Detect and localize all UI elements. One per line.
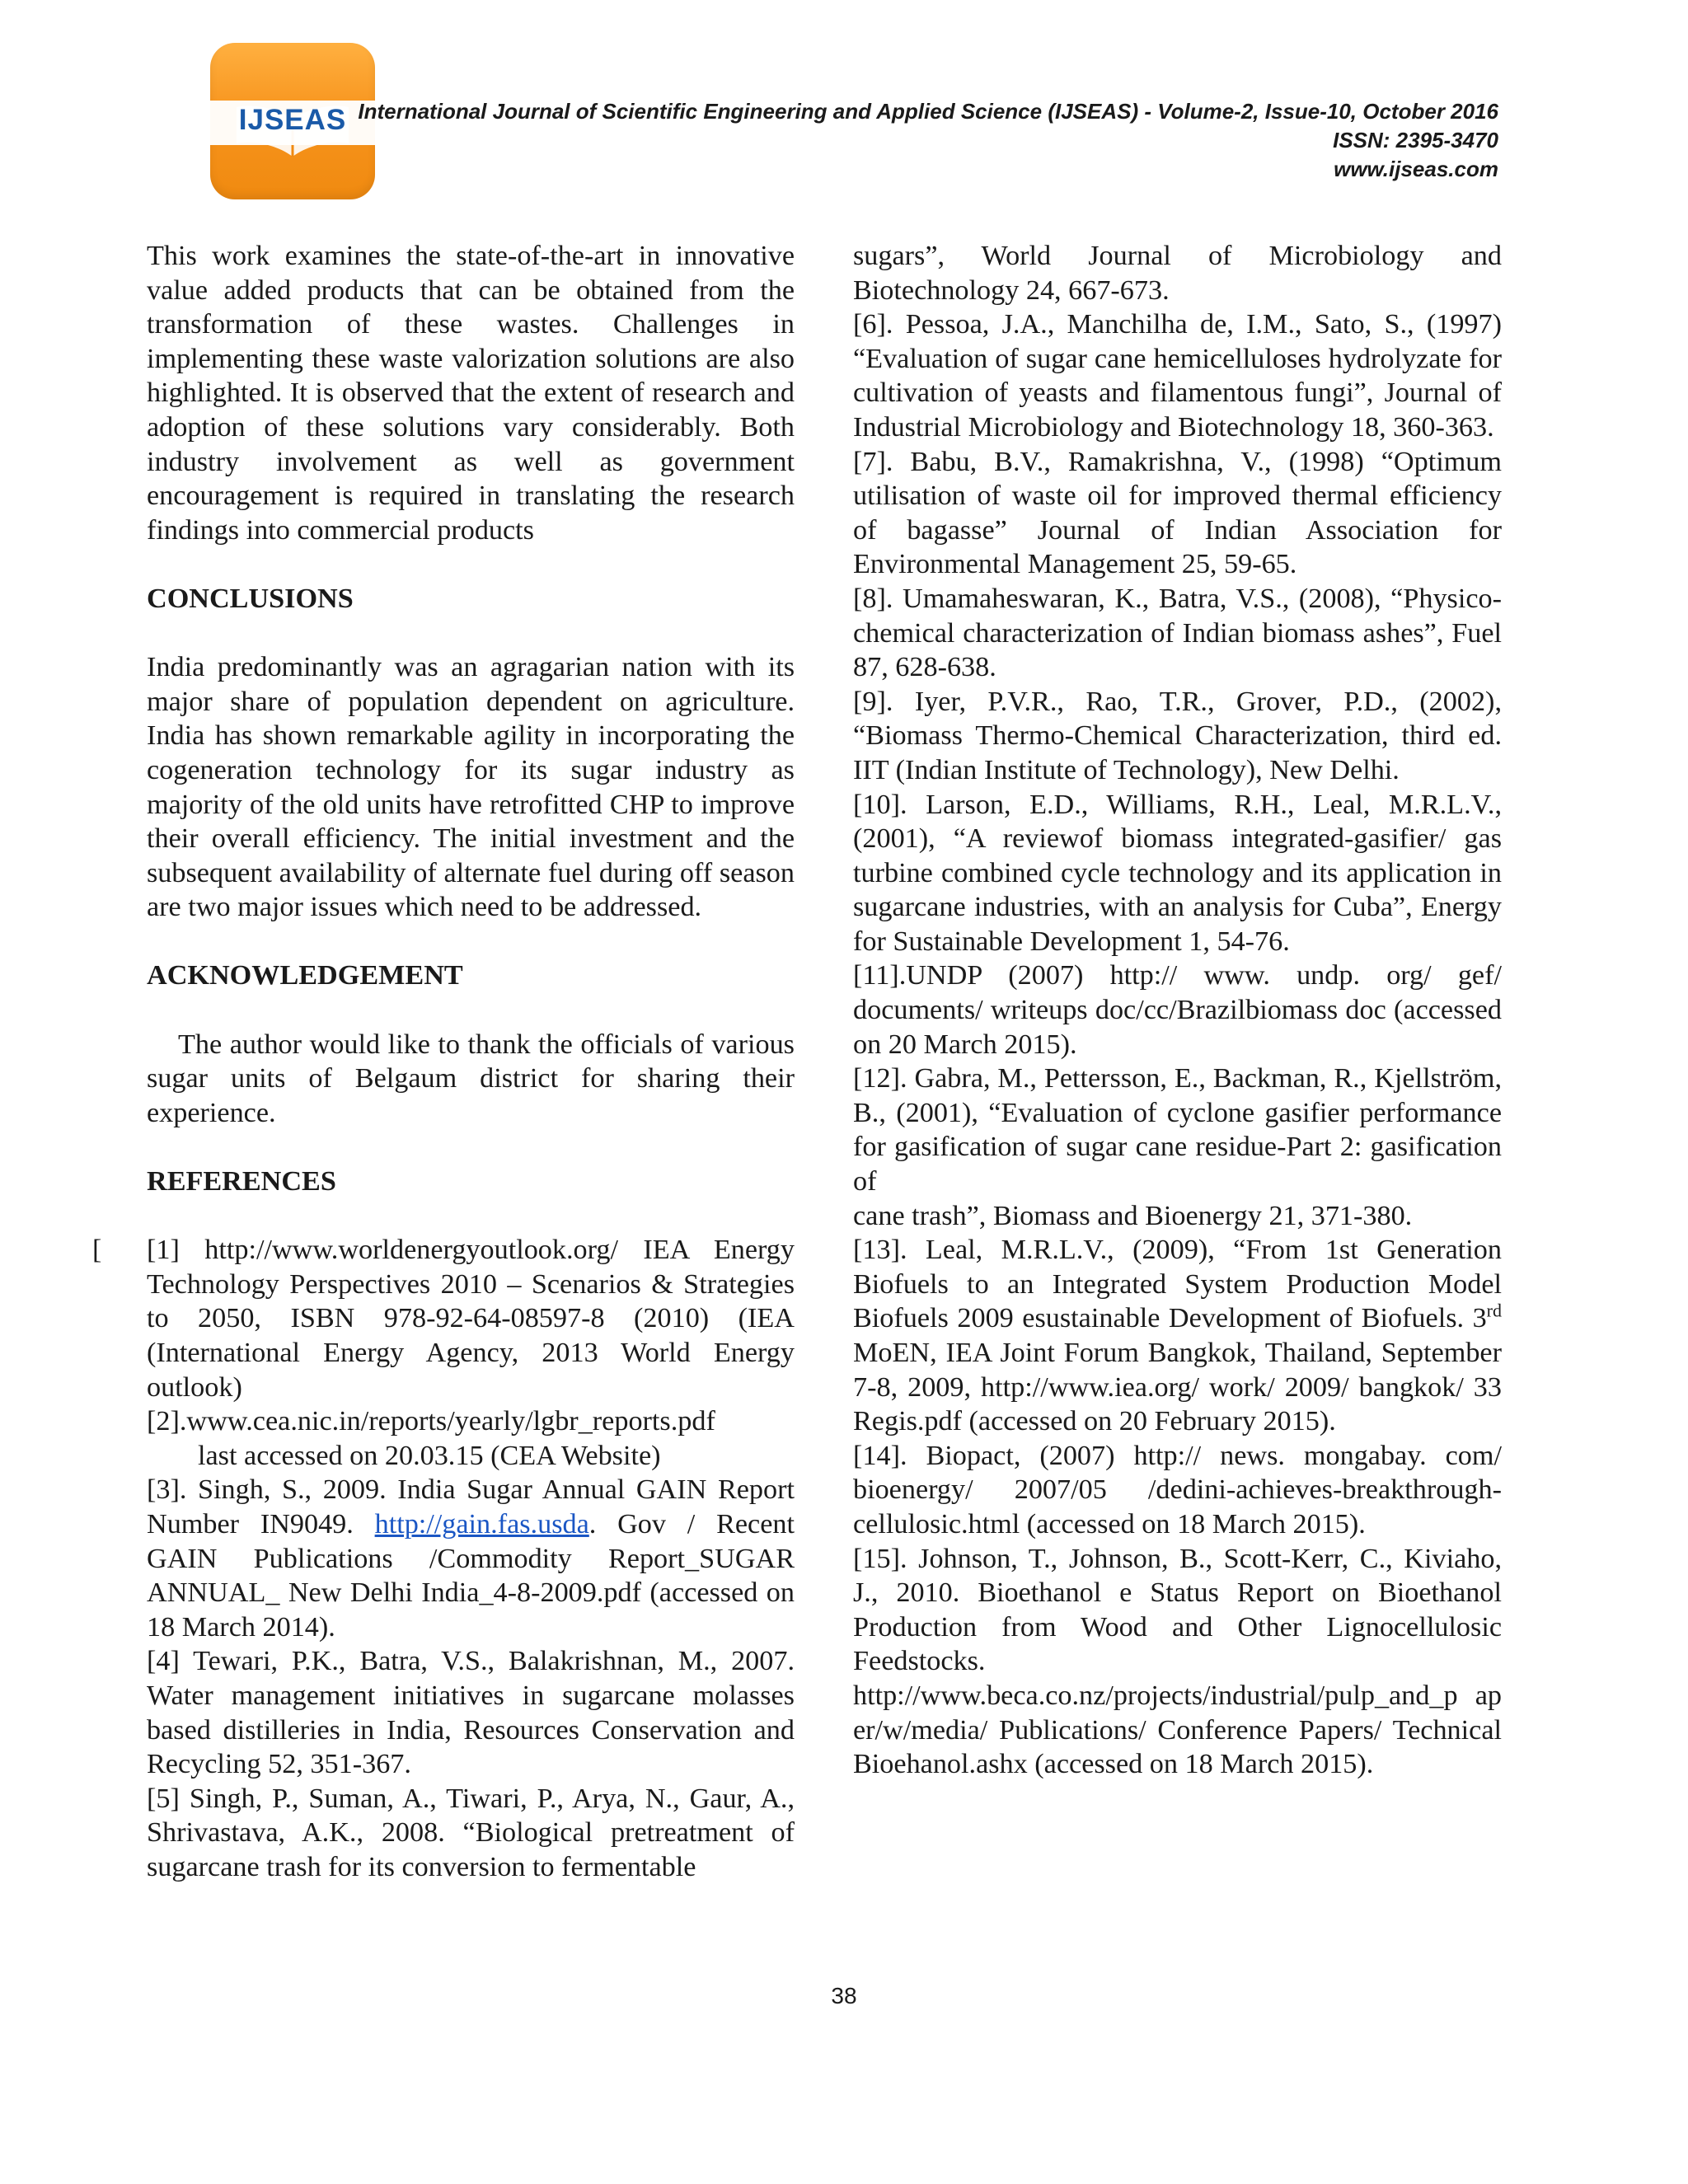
page-number: 38 xyxy=(831,1983,857,2008)
journal-header xyxy=(358,97,1498,184)
reference-12-part2: cane trash”, Biomass and Bioenergy 21, 371-380. xyxy=(853,1200,1413,1231)
conclusions-heading: CONCLUSIONS xyxy=(147,583,354,614)
reference-1-text: [1] http://www.worldenergyoutlook.org/ IEA Energy Technology Perspectives 2010 – Scenarios & Strategies to 2050, ISBN 978-92-64-08597-8 (2010) (IEA (International Energy Agency, 2013 World Energy outlook) xyxy=(147,1235,795,1403)
reference-7: [7]. Babu, B.V., Ramakrishna, V., (1998) “Optimum utilisation of waste oil for improved thermal efficiency of bagasse” Journal of Indian Association for Environmental Management 25, 59-65. xyxy=(853,446,1502,580)
reference-5-cont: sugars”, World Journal of Microbiology and Biotechnology 24, 667-673. xyxy=(853,241,1502,306)
website-line: www.ijseas.com xyxy=(1334,157,1498,181)
acknowledgement-heading: ACKNOWLEDGEMENT xyxy=(147,960,463,991)
logo-text: IJSEAS xyxy=(238,104,347,136)
journal-title-line: International Journal of Scientific Engineering and Applied Science (IJSEAS) - Volume-2, Issue-10, October 2016 xyxy=(358,99,1498,124)
reference-5: [5] Singh, P., Suman, A., Tiwari, P., Arya, N., Gaur, A., Shrivastava, A.K., 2008. “Biological pretreatment of sugarcane trash for its conversion to fermentable xyxy=(147,1783,795,1882)
reference-6: [6]. Pessoa, J.A., Manchilha de, I.M., Sato, S., (1997) “Evaluation of sugar cane hemicelluloses hydrolyzate for cultivation of yeasts and filamentous fungi”, Journal of Industrial Microbiology and Biotechnology 18, 360-363. xyxy=(853,309,1502,443)
reference-13-text: [13]. Leal, M.R.L.V., (2009), “From 1st Generation Biofuels to an Integrated System Production Model Biofuels 2009 esustainable Development of Biofuels. 3 xyxy=(853,1235,1502,1334)
reference-3-text-cont: . Gov / Recent GAIN Publications /Commodity Report_SUGAR ANNUAL_ New Delhi India_4-8-2009.pdf (accessed on 18 March 2014). xyxy=(147,1508,795,1643)
journal-logo xyxy=(210,43,375,199)
reference-13-text-cont: MoEN, IEA Joint Forum Bangkok, Thailand, September 7-8, 2009, http://www.iea.org/ work/ 2009/ bangkok/ 33 Regis.pdf (accessed on 20 February 2015). xyxy=(853,1338,1502,1437)
reference-15: [15]. Johnson, T., Johnson, B., Scott-Kerr, C., Kiviaho, J., 2010. Bioethanol e Status Report on Bioethanol Production from Wood and Other Lignocellulosic Feedstocks. xyxy=(853,1543,1502,1677)
reference-4: [4] Tewari, P.K., Batra, V.S., Balakrishnan, M., 2007. Water management initiatives in sugarcane molasses based distilleries in India, Resources Conservation and Recycling 52, 351-367. xyxy=(147,1646,795,1780)
conclusions-paragraph: India predominantly was an agragarian nation with its major share of population dependent on agriculture. India has shown remarkable agility in incorporating the cogeneration technology for its sugar industry as majority of the old units have retrofitted CHP to improve their overall efficiency. The initial investment and the subsequent availability of alternate fuel during off season are two major issues which need to be addressed. xyxy=(147,652,795,923)
right-column xyxy=(853,239,1502,1782)
reference-3-text: [3]. Singh, S., 2009. India Sugar Annual GAIN Report Number IN9049. xyxy=(147,1474,795,1540)
reference-11: [11].UNDP (2007) http:// www. undp. org/ gef/ documents/ writeups doc/cc/Brazilbiomass doc (accessed on 20 March 2015). xyxy=(853,960,1502,1060)
reference-2-line1 xyxy=(147,1404,795,1439)
reference-14: [14]. Biopact, (2007) http:// news. mongabay. com/ bioenergy/ 2007/05 /dedini-achieves-breakthrough-cellulosic.html (accessed on 18 March 2015). xyxy=(853,1440,1502,1540)
reference-13 xyxy=(853,1233,1502,1439)
intro-paragraph: This work examines the state-of-the-art in innovative value added products that can be obtained from the transformation of these wastes. Challenges in implementing these waste valorization solutions are also highlighted. It is observed that the extent of research and adoption of these solutions vary considerably. Both industry involvement as well as government encouragement is required in translating the research findings into commercial products xyxy=(147,241,795,546)
reference-13-superscript: rd xyxy=(1486,1301,1502,1322)
reference-10: [10]. Larson, E.D., Williams, R.H., Leal, M.R.L.V., (2001), “A reviewof biomass integrated-gasifier/ gas turbine combined cycle technology and its application in sugarcane industries, with an analysis for Cuba”, Energy for Sustainable Development 1, 54-76. xyxy=(853,789,1502,957)
gain-fas-link[interactable]: http://gain.fas.usda xyxy=(374,1508,589,1540)
reference-12-part1: [12]. Gabra, M., Pettersson, E., Backman, R., Kjellström, B., (2001), “Evaluation of cyclone gasifier performance for gasification of sugar cane residue-Part 2: gasification of xyxy=(853,1063,1502,1197)
reference-9: [9]. Iyer, P.V.R., Rao, T.R., Grover, P.D., (2002), “Biomass Thermo-Chemical Characterization, third ed. IIT (Indian Institute of Technology), New Delhi. xyxy=(853,686,1502,785)
reference-2-url: [2].www.cea.nic.in/reports/yearly/lgbr_reports.pdf xyxy=(147,1406,715,1437)
issn-line: ISSN: 2395-3470 xyxy=(1333,128,1498,152)
reference-1 xyxy=(92,1233,795,1404)
reference-8: [8]. Umamaheswaran, K., Batra, V.S., (2008), “Physico-chemical characterization of Indian biomass ashes”, Fuel 87, 628-638. xyxy=(853,583,1502,683)
references-heading: REFERENCES xyxy=(147,1166,336,1197)
reference-2-line2: last accessed on 20.03.15 (CEA Website) xyxy=(198,1440,661,1471)
stray-bracket: [ xyxy=(92,1235,102,1266)
left-column xyxy=(92,239,795,1885)
reference-3 xyxy=(147,1473,795,1644)
reference-15-url: http://www.beca.co.nz/projects/industrial/pulp_and_p aper/w/media/ Publications/ Conference Papers/ Technical Bioehanol.ashx (accessed on 18 March 2015). xyxy=(853,1680,1502,1780)
acknowledgement-paragraph: The author would like to thank the officials of various sugar units of Belgaum district for sharing their experience. xyxy=(147,1029,795,1128)
